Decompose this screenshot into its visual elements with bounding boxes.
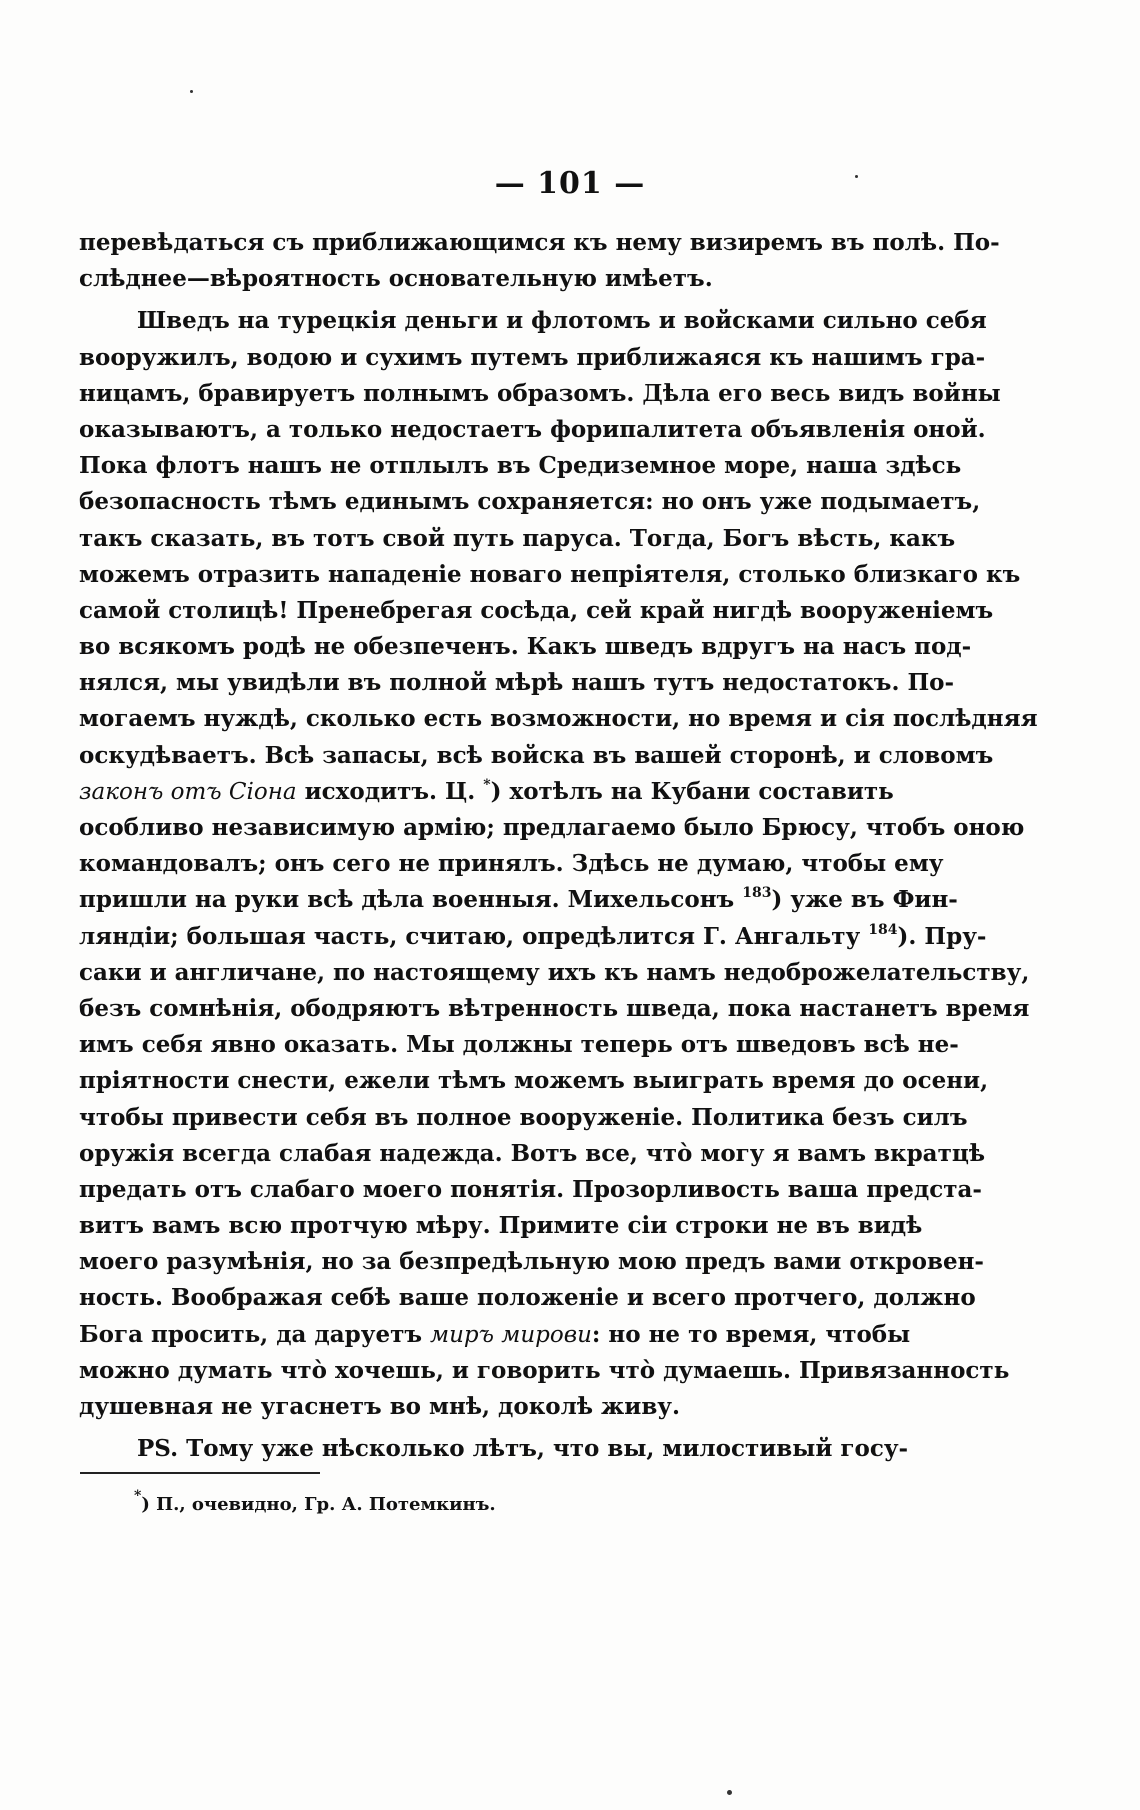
text-line <box>79 738 994 774</box>
text-segment: безъ сомнѣнія, ободряютъ вѣтренность шведа, пока настанетъ время <box>79 994 1030 1022</box>
text-segment: нялся, мы увидѣли въ полной мѣрѣ нашъ тутъ недостатокъ. По- <box>79 669 955 697</box>
text-segment: ) уже въ Фин- <box>771 886 958 914</box>
text-segment: командовалъ; онъ сего не принялъ. Здѣсь не думаю, чтобы ему <box>79 850 944 878</box>
text-segment: можемъ отразить нападеніе новаго непріятеля, столько близкаго къ <box>79 560 1021 588</box>
text-line <box>79 1027 959 1063</box>
text-segment: оскудѣваетъ. Всѣ запасы, всѣ войска въ вашей сторонѣ, и словомъ <box>79 741 994 769</box>
text-segment: ность. Воображая себѣ ваше положеніе и всего протчего, должно <box>79 1284 976 1312</box>
text-line <box>79 412 986 448</box>
text-line <box>79 448 962 484</box>
reference-marker: * <box>483 776 491 793</box>
text-segment: ). Пру- <box>897 922 987 950</box>
text-line <box>79 846 944 882</box>
text-segment: могаемъ нуждѣ, сколько есть возможности, но время и сія послѣдняя <box>79 705 1038 733</box>
text-segment: ницамъ, бравируетъ полнымъ образомъ. Дѣла его весь видъ войны <box>79 379 1001 407</box>
text-line <box>79 376 1001 412</box>
text-segment: моего разумѣнія, но за безпредѣльную мою предъ вами откровен- <box>79 1248 984 1276</box>
text-line <box>79 1172 982 1208</box>
text-line <box>79 1280 976 1316</box>
footnote <box>134 1488 496 1515</box>
text-line <box>79 701 1038 737</box>
text-segment: PS. Тому уже нѣсколько лѣтъ, что вы, милостивый госу- <box>137 1435 909 1463</box>
text-segment: вооружилъ, водою и сухимъ путемъ приближаяся къ нашимъ гра- <box>79 343 986 371</box>
text-segment: предать отъ слабаго моего понятія. Прозорливость ваша предста- <box>79 1175 982 1203</box>
text-segment: особливо независимую армію; предлагаемо было Брюсу, чтобъ оною <box>79 814 1025 841</box>
text-line <box>79 1136 985 1172</box>
text-segment: оружія всегда слабая надежда. Вотъ все, что̀ могу я вамъ вкратцѣ <box>79 1139 985 1167</box>
footnote-marker: * <box>134 1488 142 1504</box>
text-line <box>79 1244 984 1280</box>
text-segment: исходитъ. Ц. <box>296 777 484 805</box>
print-speck <box>727 1790 732 1795</box>
text-segment: безопасность тѣмъ единымъ сохраняется: но онъ уже подымаетъ, <box>79 488 981 516</box>
footnote-rule <box>80 1472 320 1474</box>
text-segment: Шведъ на турецкія деньги и флотомъ и войсками сильно себя <box>137 307 987 335</box>
text-line <box>79 1100 968 1136</box>
text-segment: можно думать что̀ хочешь, и говорить что̀ думаешь. Привязанность <box>79 1356 1010 1384</box>
reference-marker: 183 <box>742 885 772 902</box>
text-segment: витъ вамъ всю протчую мѣру. Примите сіи строки не въ видѣ <box>79 1212 923 1240</box>
text-line <box>79 593 994 629</box>
footnote-text: ) П., очевидно, Гр. А. Потемкинъ. <box>141 1494 496 1515</box>
text-segment: саки и англичане, по настоящему ихъ къ намъ недоброжелательству, <box>79 958 1030 986</box>
text-line <box>79 665 955 701</box>
text-line <box>79 774 894 810</box>
text-line <box>79 557 1021 593</box>
text-segment: во всякомъ родѣ не обезпеченъ. Какъ шведъ вдругъ на насъ под- <box>79 633 972 661</box>
text-segment: душевная не угаснетъ во мнѣ, доколѣ живу. <box>79 1393 681 1420</box>
text-line <box>79 810 1025 846</box>
reference-marker: 184 <box>868 921 898 938</box>
text-segment: Пока флотъ нашъ не отплылъ въ Средиземное море, наша здѣсь <box>79 452 962 480</box>
text-segment: слѣднее—вѣроятность основательную имѣетъ. <box>79 265 713 293</box>
text-line <box>79 882 958 918</box>
text-segment: пріятности снести, ежели тѣмъ можемъ выиграть время до осени, <box>79 1067 989 1095</box>
text-line <box>79 521 956 557</box>
text-line <box>79 1317 911 1353</box>
text-line <box>79 1389 872 1425</box>
page-number: — 101 — <box>494 166 646 201</box>
text-line <box>79 225 1000 261</box>
text-line <box>79 303 987 339</box>
print-speck <box>190 90 193 93</box>
italic-text: законъ отъ Сіона <box>79 778 297 805</box>
text-line <box>79 919 987 955</box>
text-segment: Бога просить, да даруетъ <box>79 1320 431 1348</box>
text-line <box>79 340 986 376</box>
text-segment: ) хотѣлъ на Кубани составить <box>490 777 894 805</box>
text-line <box>79 1353 1010 1389</box>
text-segment: перевѣдаться съ приближающимся къ нему визиремъ въ полѣ. По- <box>79 229 1000 256</box>
text-line <box>79 1063 989 1099</box>
text-line <box>79 1431 909 1467</box>
text-segment: самой столицѣ! Пренебрегая сосѣда, сей край нигдѣ вооруженіемъ <box>79 596 994 624</box>
italic-text: миръ мирови <box>430 1321 592 1348</box>
text-segment: такъ сказать, въ тотъ свой путь паруса. Тогда, Богъ вѣсть, какъ <box>79 524 956 552</box>
text-segment: пришли на руки всѣ дѣла военныя. Михельсонъ <box>79 886 743 914</box>
print-speck <box>855 175 858 178</box>
text-line <box>79 629 972 665</box>
text-segment: имъ себя явно оказать. Мы должны теперь отъ шведовъ всѣ не- <box>79 1031 959 1059</box>
text-segment: ляндіи; большая часть, считаю, опредѣлится Г. Ангальту <box>79 922 869 950</box>
text-line <box>79 955 1030 991</box>
text-line <box>79 484 981 520</box>
text-segment: : но не то время, чтобы <box>591 1320 911 1348</box>
text-segment: оказываютъ, а только недостаетъ форипалитета объявленія оной. <box>79 415 986 443</box>
text-line <box>79 261 872 297</box>
body-text <box>79 225 1038 1467</box>
text-segment: чтобы привести себя въ полное вооруженіе. Политика безъ силъ <box>79 1103 968 1131</box>
text-line <box>79 991 1030 1027</box>
text-line <box>79 1208 923 1244</box>
